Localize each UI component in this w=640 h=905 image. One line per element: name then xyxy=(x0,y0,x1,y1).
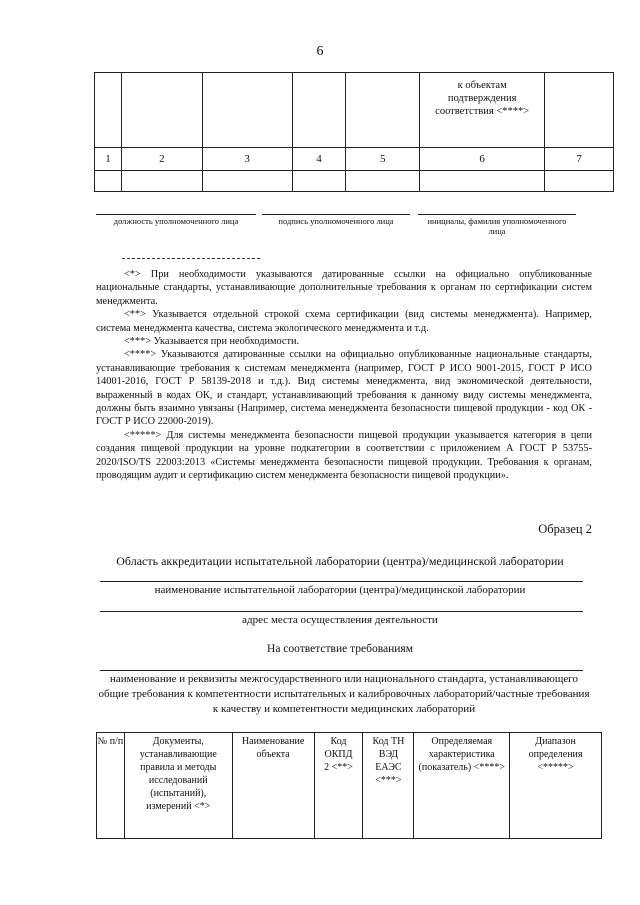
address-caption: адрес места осуществления деятельности xyxy=(242,614,438,626)
footnotes xyxy=(96,268,592,483)
footnote-separator xyxy=(122,258,260,259)
column-number: 6 xyxy=(420,148,545,171)
table-header-row xyxy=(97,733,602,839)
header-cell: Диапазон определения <*****> xyxy=(510,733,602,839)
header-cell: Наименование объекта xyxy=(232,733,314,839)
column-number: 1 xyxy=(95,148,122,171)
signature-position-caption: должность уполномоченного лица xyxy=(96,214,256,226)
header-cell: Определяемая характеристика (показатель) <****> xyxy=(414,733,510,839)
signature-name-caption: инициалы, фамилия уполномоченного лица xyxy=(418,214,576,236)
header-cell-objects: к объектам подтверждения соответствия <****> xyxy=(420,73,545,148)
column-number: 4 xyxy=(292,148,346,171)
table-header-row xyxy=(95,73,614,148)
fill-line xyxy=(100,670,583,671)
table-row xyxy=(95,171,614,192)
footnote: <*> При необходимости указываются датированные ссылки на официально опубликованные национальные стандарты, устанавливающие дополнительные требования к органам по сертификации систем менеджмента. xyxy=(96,269,592,307)
compliance-heading: На соответствие требованиям xyxy=(267,643,413,655)
standard-caption: наименование и реквизиты межгосударственного или национального стандарта, устанавливающего общие требования к компетентности испытательных и калибровочных лабораторий/частные требования к качеству и компетентности медицинских лабораторий xyxy=(98,673,590,715)
fill-line xyxy=(100,581,583,582)
certification-table xyxy=(94,72,614,192)
accreditation-scope-table xyxy=(96,732,602,839)
footnote: <***> Указывается при необходимости. xyxy=(124,336,300,348)
header-cell: № п/п xyxy=(97,733,125,839)
footnote: <**> Указывается отдельной строкой схема сертификации (вид системы менеджмента). Например, система менеджмента качества, система экологического менеджмента и т.д. xyxy=(96,309,592,334)
form-title: Область аккредитации испытательной лаборатории (центра)/медицинской лаборатории xyxy=(116,554,564,568)
footnote: <*****> Для системы менеджмента безопасности пищевой продукции указывается категория в цепи создания пищевой продукции на уровне подкатегории в соответствии с приложением А ГОСТ Р 53755-2020/ISO/TS 22003:2013 «Системы менеджмента безопасности пищевой продукции. Требования к органам, проводящим аудит и сертификацию систем менеджмента безопасности пищевой продукции». xyxy=(96,429,592,482)
header-cell: Код ТН ВЭД ЕАЭС <***> xyxy=(363,733,414,839)
sample-label: Образец 2 xyxy=(538,522,592,536)
header-cell: Код ОКПД 2 <**> xyxy=(314,733,363,839)
column-number: 2 xyxy=(121,148,202,171)
column-number: 5 xyxy=(346,148,420,171)
column-number: 3 xyxy=(202,148,292,171)
header-cell: Документы, устанавливающие правила и методы исследований (испытаний), измерений <*> xyxy=(124,733,232,839)
column-number: 7 xyxy=(545,148,614,171)
lab-name-caption: наименование испытательной лаборатории (центра)/медицинской лаборатории xyxy=(154,584,526,596)
page-number: 6 xyxy=(316,44,324,59)
table-number-row xyxy=(95,148,614,171)
footnote: <****> Указываются датированные ссылки на официально опубликованные национальные стандарты, устанавливающие требования к системам менеджмента (например, ГОСТ Р ИСО 9001-2015, ГОСТ Р ИСО 14001-2016, ГОСТ Р 58139-2018 и т.д.). Вид системы менеджмента, вид экономической деятельности, выраженный в кодах ОК, и стандарт, устанавливающий требования к данному виду системы менеджмента, должны быть взаимно увязаны (Например, система менеджмента безопасности пищевой продукции - код ОК - ГОСТ Р ИСО 22000-2019). xyxy=(96,349,592,428)
fill-line xyxy=(100,611,583,612)
signature-sign-caption: подпись уполномоченного лица xyxy=(262,214,410,226)
